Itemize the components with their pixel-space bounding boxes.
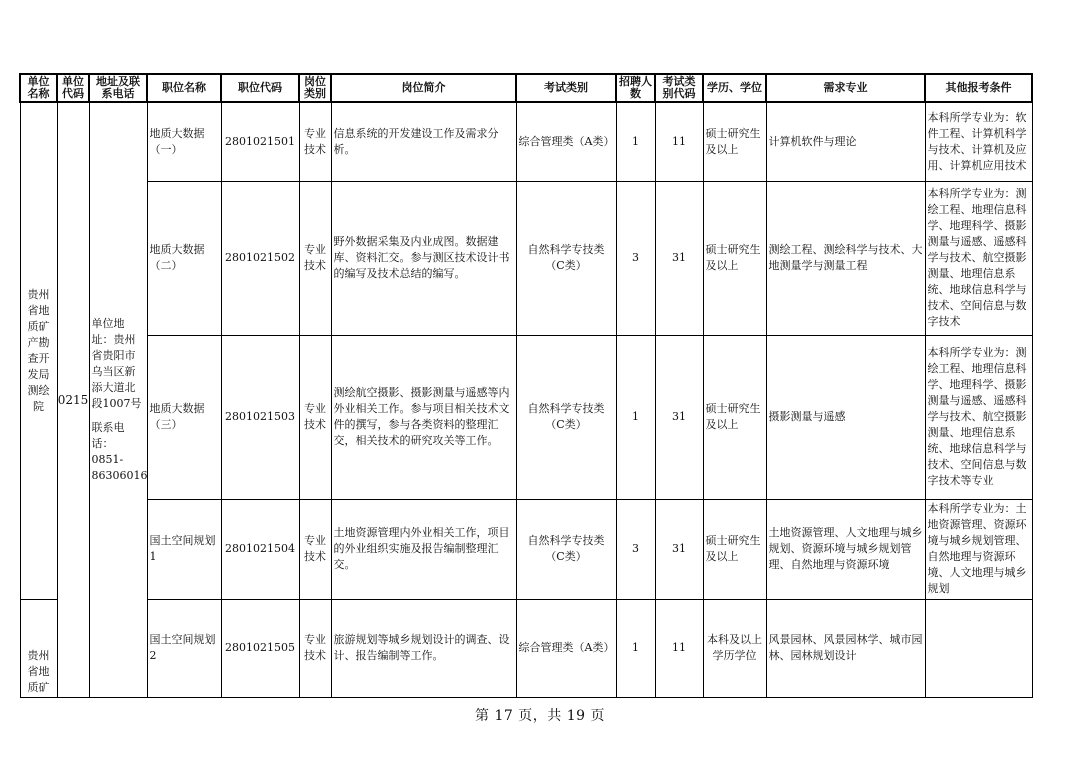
exam-code-cell: 31 bbox=[655, 335, 703, 499]
header-education: 学历、学位 bbox=[703, 74, 766, 102]
header-exam-type: 考试类别 bbox=[516, 74, 616, 102]
header-count: 招聘人数 bbox=[616, 74, 655, 102]
exam-code-cell: 31 bbox=[655, 499, 703, 599]
table-row bbox=[20, 599, 1032, 697]
exam-type-cell: 综合管理类（A类） bbox=[516, 599, 616, 697]
exam-code-cell: 11 bbox=[655, 102, 703, 181]
phone-value: 0851-86306016 bbox=[91, 452, 148, 482]
header-major: 需求专业 bbox=[766, 74, 925, 102]
education-cell: 硕士研究生及以上 bbox=[703, 335, 766, 499]
major-cell: 计算机软件与理论 bbox=[766, 102, 925, 181]
major-cell: 风景园林、风景园林学、城市园林、园林规划设计 bbox=[766, 599, 925, 697]
education-cell: 硕士研究生及以上 bbox=[703, 499, 766, 599]
header-row bbox=[20, 74, 1032, 102]
other-cell: 本科所学专业为：测绘工程、地理信息科学、地理科学、摄影测量与遥感、遥感科学与技术、航空摄影测量、地理信息系统、地球信息科学与技术、空间信息与数字技术 bbox=[925, 181, 1032, 335]
unit-name-cell: 贵州省地质矿产勘查开发局测绘院 bbox=[20, 102, 57, 599]
education-cell: 本科及以上学历学位 bbox=[703, 599, 766, 697]
intro-cell: 野外数据采集及内业成图。数据建库、资料汇交。参与测区技术设计书的编写及技术总结的编写。 bbox=[331, 181, 516, 335]
next-unit-name-cell: 贵州省地质矿 bbox=[20, 599, 57, 697]
table-row bbox=[20, 102, 1032, 181]
count-cell: 1 bbox=[616, 599, 655, 697]
header-unit-code: 单位代码 bbox=[57, 74, 89, 102]
job-name-cell: 地质大数据（三） bbox=[147, 335, 221, 499]
count-cell: 3 bbox=[616, 181, 655, 335]
exam-type-cell: 自然科学专技类（C类） bbox=[516, 335, 616, 499]
header-job-name: 职位名称 bbox=[147, 74, 221, 102]
job-code-cell: 2801021502 bbox=[221, 181, 299, 335]
other-cell: 本科所学专业为：土地资源管理、资源环境与城乡规划管理、自然地理与资源环境、人文地理与城乡规划 bbox=[925, 499, 1032, 599]
exam-type-cell: 自然科学专技类（C类） bbox=[516, 181, 616, 335]
header-address: 地址及联系电话 bbox=[89, 74, 147, 102]
major-cell: 土地资源管理、人文地理与城乡规划、资源环境与城乡规划管理、自然地理与资源环境 bbox=[766, 499, 925, 599]
category-cell: 专业技术 bbox=[299, 599, 331, 697]
category-cell: 专业技术 bbox=[299, 102, 331, 181]
header-other: 其他报考条件 bbox=[925, 74, 1032, 102]
exam-type-cell: 综合管理类（A类） bbox=[516, 102, 616, 181]
job-code-cell: 2801021501 bbox=[221, 102, 299, 181]
count-cell: 1 bbox=[616, 335, 655, 499]
header-intro: 岗位简介 bbox=[331, 74, 516, 102]
intro-cell: 土地资源管理内外业相关工作，项目的外业组织实施及报告编制整理汇交。 bbox=[331, 499, 516, 599]
header-exam-code: 考试类别代码 bbox=[655, 74, 703, 102]
job-name-cell: 地质大数据（二） bbox=[147, 181, 221, 335]
category-cell: 专业技术 bbox=[299, 335, 331, 499]
major-cell: 测绘工程、测绘科学与技术、大地测量学与测量工程 bbox=[766, 181, 925, 335]
exam-code-cell: 31 bbox=[655, 181, 703, 335]
exam-code-cell: 11 bbox=[655, 599, 703, 697]
intro-cell: 旅游规划等城乡规划设计的调查、设计、报告编制等工作。 bbox=[331, 599, 516, 697]
address-text: 单位地址：贵州省贵阳市乌当区新添大道北段1007号 bbox=[91, 316, 142, 410]
education-cell: 硕士研究生及以上 bbox=[703, 102, 766, 181]
job-table bbox=[19, 73, 1033, 698]
intro-cell: 信息系统的开发建设工作及需求分析。 bbox=[331, 102, 516, 181]
table-row bbox=[20, 181, 1032, 335]
table-row bbox=[20, 499, 1032, 599]
table-row bbox=[20, 335, 1032, 499]
phone-label: 联系电话： bbox=[91, 420, 125, 450]
exam-type-cell: 自然科学专技类（C类） bbox=[516, 499, 616, 599]
other-cell: 本科所学专业为：软件工程、计算机科学与技术、计算机及应用、计算机应用技术 bbox=[925, 102, 1032, 181]
job-table-sheet bbox=[19, 73, 1031, 694]
other-cell bbox=[925, 599, 1032, 697]
major-cell: 摄影测量与遥感 bbox=[766, 335, 925, 499]
job-code-cell: 2801021505 bbox=[221, 599, 299, 697]
category-cell: 专业技术 bbox=[299, 499, 331, 599]
intro-cell: 测绘航空摄影、摄影测量与遥感等内外业相关工作。参与项目相关技术文件的撰写，参与各类资料的整理汇交，相关技术的研究攻关等工作。 bbox=[331, 335, 516, 499]
header-job-code: 职位代码 bbox=[221, 74, 299, 102]
job-name-cell: 地质大数据（一） bbox=[147, 102, 221, 181]
other-cell: 本科所学专业为：测绘工程、地理信息科学、地理科学、摄影测量与遥感、遥感科学与技术、航空摄影测量、地理信息系统、地球信息科学与技术、空间信息与数字技术等专业 bbox=[925, 335, 1032, 499]
job-name-cell: 国土空间规划2 bbox=[147, 599, 221, 697]
header-category: 岗位类别 bbox=[299, 74, 331, 102]
category-cell: 专业技术 bbox=[299, 181, 331, 335]
unit-code-cell: 0215 bbox=[57, 102, 89, 697]
address-cell bbox=[89, 102, 147, 697]
job-code-cell: 2801021504 bbox=[221, 499, 299, 599]
job-name-cell: 国土空间规划1 bbox=[147, 499, 221, 599]
count-cell: 3 bbox=[616, 499, 655, 599]
education-cell: 硕士研究生及以上 bbox=[703, 181, 766, 335]
page-number-footer: 第 17 页，共 19 页 bbox=[475, 708, 605, 724]
header-unit-name: 单位名称 bbox=[20, 74, 57, 102]
job-code-cell: 2801021503 bbox=[221, 335, 299, 499]
count-cell: 1 bbox=[616, 102, 655, 181]
